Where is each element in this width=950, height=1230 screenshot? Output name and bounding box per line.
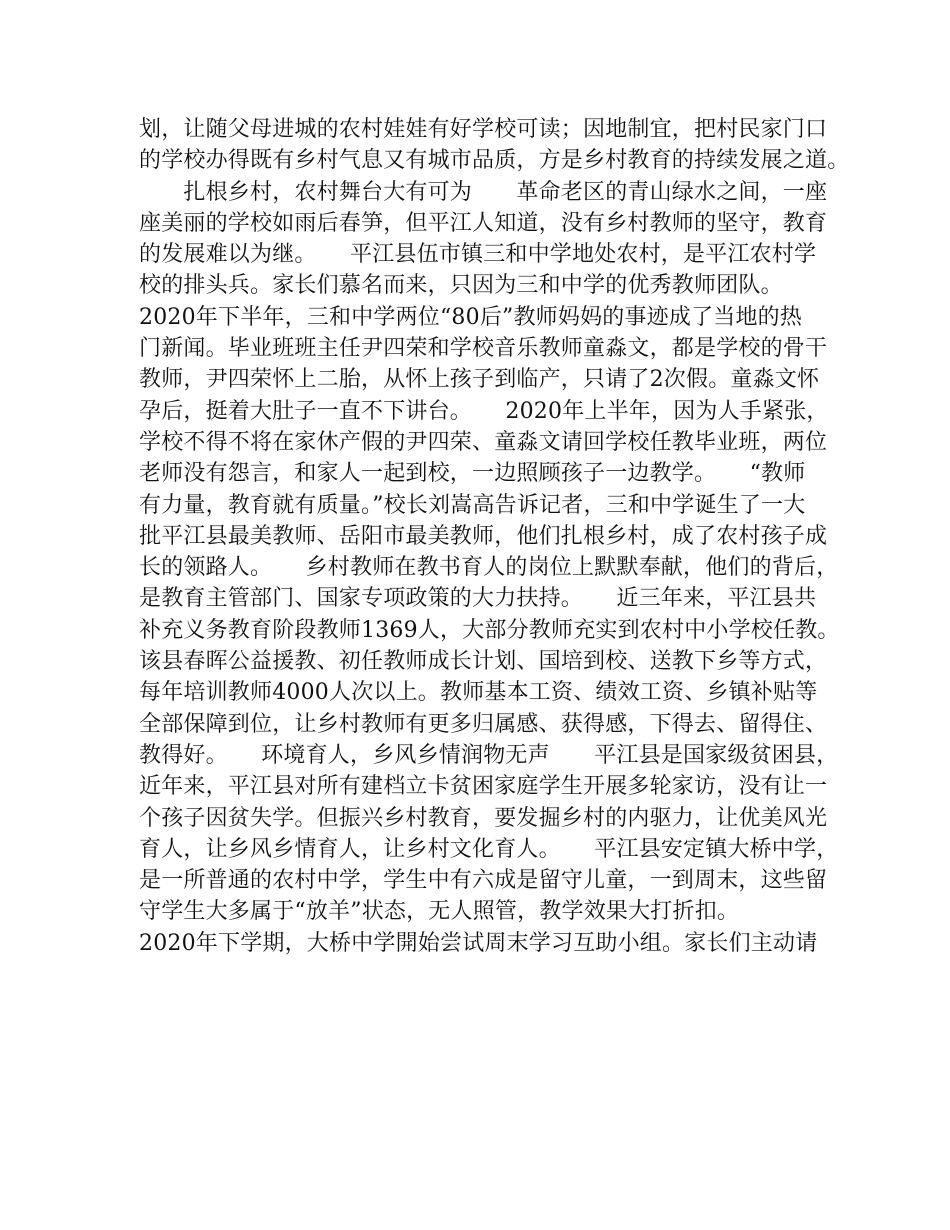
text-line: 孕后，挺着大肚子一直不下讲台。 2020年上半年，因为人手紧张，	[139, 398, 829, 424]
text-line: 学校不得不将在家休产假的尹四荣、童淼文请回学校任教毕业班，两位	[139, 429, 828, 455]
text-line: 补充义务教育阶段教师1369人，大部分教师充实到农村中小学校任教。	[139, 617, 840, 643]
text-line: 守学生大多属于“放羊”状态，无人照管，教学效果大打折扣。	[139, 899, 740, 925]
text-line: 批平江县最美教师、岳阳市最美教师，他们扎根乡村，成了农村孩子成	[139, 523, 828, 549]
text-line: 全部保障到位，让乡村教师有更多归属感、获得感，下得去、留得住、	[139, 711, 828, 737]
text-line: 近年来，平江县对所有建档立卡贫困家庭学生开展多轮家访，没有让一	[139, 774, 828, 800]
text-line: 座美丽的学校如雨后春笋，但平江人知道，没有乡村教师的坚守，教育	[139, 210, 828, 236]
text-line: 2020年下学期，大桥中学開始尝试周末学习互助小组。家长们主动请	[139, 930, 818, 956]
text-line: 的发展难以为继。 平江县伍市镇三和中学地处农村，是平江农村学	[139, 242, 817, 268]
text-line: 教师，尹四荣怀上二胎，从怀上孩子到临产，只请了2次假。童淼文怀	[139, 367, 820, 393]
text-line: 校的排头兵。家长们慕名而来，只因为三和中学的优秀教师团队。	[139, 273, 783, 299]
text-line: 2020年下半年，三和中学两位“80后”教师妈妈的事迹成了当地的热	[139, 304, 803, 330]
text-line: 划，让随父母进城的农村娃娃有好学校可读；因地制宜，把村民家门口	[139, 117, 828, 142]
text-line: 老师没有怨言，和家人一起到校，一边照顾孩子一边教学。 “教师	[139, 461, 806, 487]
text-line: 的学校办得既有乡村气息又有城市品质，方是乡村教育的持续发展之道。	[139, 148, 850, 174]
text-line: 个孩子因贫失学。但振兴乡村教育，要发掘乡村的内驱力，让优美风光	[139, 805, 828, 831]
text-line: 育人，让乡风乡情育人，让乡村文化育人。 平江县安定镇大桥中学，	[139, 836, 839, 862]
text-line: 扎根乡村，农村舞台大有可为 革命老区的青山绿水之间，一座	[139, 179, 828, 205]
text-line: 门新闻。毕业班班主任尹四荣和学校音乐教师童淼文，都是学校的骨干	[139, 336, 828, 362]
body-text	[139, 114, 850, 959]
text-line: 有力量，教育就有质量。”校长刘嵩高告诉记者，三和中学诞生了一大	[139, 492, 806, 518]
text-line: 长的领路人。 乡村教师在教书育人的岗位上默默奉献，他们的背后，	[139, 555, 839, 581]
text-line: 教得好。 环境育人，乡风乡情润物无声 平江县是国家级贫困县，	[139, 742, 839, 768]
text-line: 是一所普通的农村中学，学生中有六成是留守儿童，一到周末，这些留	[139, 868, 828, 894]
text-line: 是教育主管部门、国家专项政策的大力扶持。 近三年来，平江县共	[139, 586, 817, 612]
text-line: 每年培训教师4000人次以上。教师基本工资、绩效工资、乡镇补贴等	[139, 680, 818, 706]
text-line: 该县春晖公益援教、初任教师成长计划、国培到校、送教下乡等方式，	[139, 649, 828, 675]
